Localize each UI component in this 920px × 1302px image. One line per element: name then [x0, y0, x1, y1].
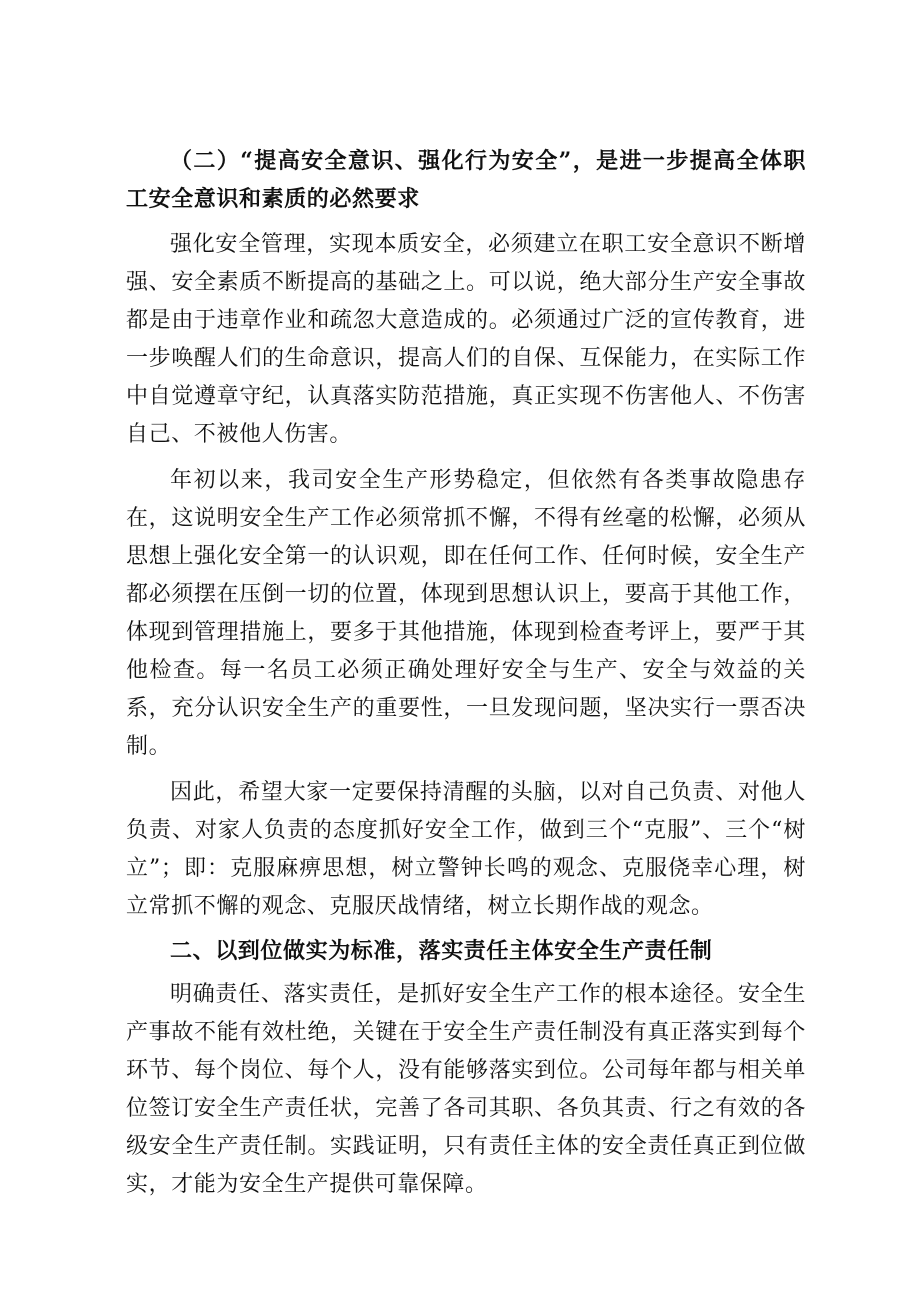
- body-paragraph-2: 年初以来，我司安全生产形势稳定，但依然有各类事故隐患存在，这说明安全生产工作必须常抓不懈，不得有丝毫的松懈，必须从思想上强化安全第一的认识观，即在任何工作、任何时候，安全生产都必须摆在压倒一切的位置，体现到思想认识上，要高于其他工作，体现到管理措施上，要多于其他措施，体现到检查考评上，要严于其他检查。每一名员工必须正确处理好安全与生产、安全与效益的关系，充分认识安全生产的重要性，一旦发现问题，坚决实行一票否决制。: [126, 468, 806, 759]
- section-paragraph: 明确责任、落实责任，是抓好安全生产工作的根本途径。安全生产事故不能有效杜绝，关键在于安全生产责任制没有真正落实到每个环节、每个岗位、每个人，没有能够落实到位。公司每年都与相关单位签订安全生产责任状，完善了各司其职、各负其责、行之有效的各级安全生产责任制。实践证明，只有责任主体的安全责任真正到位做实，才能为安全生产提供可靠保障。: [126, 982, 806, 1197]
- body-paragraph-3: 因此，希望大家一定要保持清醒的头脑，以对自己负责、对他人负责、对家人负责的态度抓好安全工作，做到三个“克服”、三个“树立”；即：克服麻痹思想，树立警钟长鸣的观念、克服侥幸心理，树立常抓不懈的观念、克服厌战情绪，树立长期作战的观念。: [126, 780, 806, 919]
- document-body: [126, 142, 806, 1204]
- subsection-heading: （二）“提高安全意识、强化行为安全”，是进一步提高全体职工安全意识和素质的必然要求: [126, 148, 806, 212]
- body-paragraph-1: 强化安全管理，实现本质安全，必须建立在职工安全意识不断增强、安全素质不断提高的基础之上。可以说，绝大部分生产安全事故都是由于违章作业和疏忽大意造成的。必须通过广泛的宣传教育，进一步唤醒人们的生命意识，提高人们的自保、互保能力，在实际工作中自觉遵章守纪，认真落实防范措施，真正实现不伤害他人、不伤害自己、不被他人伤害。: [126, 232, 806, 447]
- section-heading: 二、以到位做实为标准，落实责任主体安全生产责任制: [170, 938, 713, 964]
